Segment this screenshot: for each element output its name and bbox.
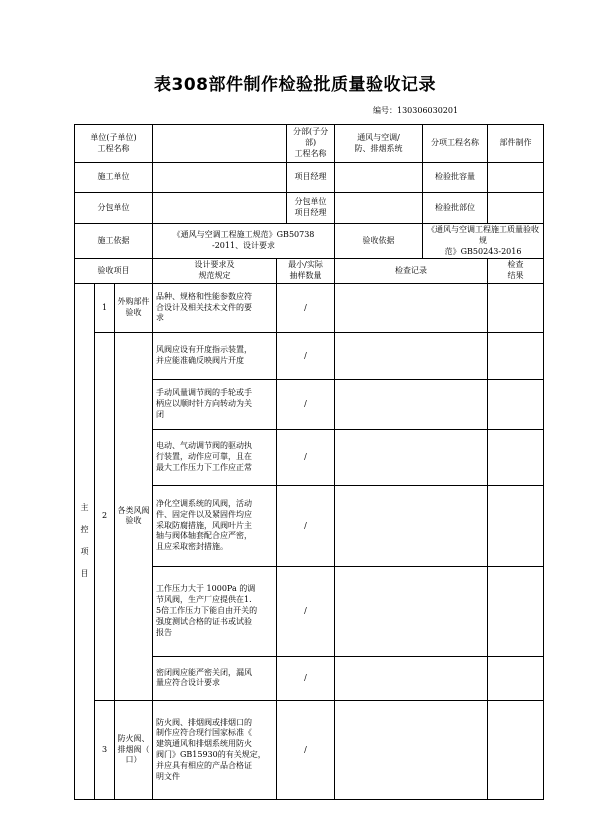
- subitem-name-value: 部件制作: [488, 125, 544, 163]
- check-record[interactable]: [335, 656, 488, 700]
- sample-count: /: [277, 283, 335, 332]
- sample-count: /: [277, 656, 335, 700]
- division-name-label: 分部(子分部) 工程名称: [287, 125, 335, 163]
- check-result[interactable]: [488, 332, 544, 379]
- header-row-2: [75, 163, 544, 193]
- table-row: [75, 700, 544, 799]
- group-name: 各类风阀 验收: [115, 332, 153, 700]
- batch-capacity-label: 检验批容量: [423, 163, 488, 193]
- col-sample-header: 最小/实际 抽样数量: [277, 259, 335, 284]
- col-requirement-header: 设计要求及 规范规定: [153, 259, 277, 284]
- check-record[interactable]: [335, 566, 488, 656]
- construction-unit-value[interactable]: [153, 163, 287, 193]
- sample-count: /: [277, 379, 335, 429]
- check-result[interactable]: [488, 700, 544, 799]
- sample-count: /: [277, 485, 335, 566]
- requirement-text: 密闭阀应能严密关闭，漏风 量应符合设计要求: [153, 656, 277, 700]
- table-row: [75, 283, 544, 332]
- batch-location-label: 检验批部位: [423, 193, 488, 224]
- sample-count: /: [277, 429, 335, 485]
- check-record[interactable]: [335, 283, 488, 332]
- requirement-text: 品种、规格和性能参数应符 合设计及相关技术文件的要 求: [153, 283, 277, 332]
- sub-pm-label: 分包单位 项目经理: [287, 193, 335, 224]
- sub-unit-label: 分包单位: [75, 193, 153, 224]
- check-result[interactable]: [488, 283, 544, 332]
- batch-capacity-value[interactable]: [488, 163, 544, 193]
- group-name: 防火阀、 排烟阀（ 口）: [115, 700, 153, 799]
- check-record[interactable]: [335, 700, 488, 799]
- subitem-name-label: 分项工程名称: [423, 125, 488, 163]
- group-number: 2: [95, 332, 115, 700]
- check-result[interactable]: [488, 656, 544, 700]
- unit-name-value[interactable]: [153, 125, 287, 163]
- sample-count: /: [277, 700, 335, 799]
- col-result-header: 检查 结果: [488, 259, 544, 284]
- check-record[interactable]: [335, 485, 488, 566]
- acceptance-basis-label: 验收依据: [335, 224, 423, 259]
- sample-count: /: [277, 332, 335, 379]
- project-manager-value[interactable]: [335, 163, 423, 193]
- header-row-3: [75, 193, 544, 224]
- unit-name-label: 单位(子单位) 工程名称: [75, 125, 153, 163]
- check-result[interactable]: [488, 429, 544, 485]
- construction-unit-label: 施工单位: [75, 163, 153, 193]
- document-number: 编号：130306030201: [373, 106, 459, 115]
- group-number: 1: [95, 283, 115, 332]
- col-record-header: 检查记录: [335, 259, 488, 284]
- sub-unit-value[interactable]: [153, 193, 287, 224]
- sub-pm-value[interactable]: [335, 193, 423, 224]
- sample-count: /: [277, 566, 335, 656]
- group-number: 3: [95, 700, 115, 799]
- requirement-text: 电动、气动调节阀的驱动执 行装置，动作应可靠，且在 最大工作压力下工作应正常: [153, 429, 277, 485]
- requirement-text: 防火阀、排烟阀或排烟口的 制作应符合现行国家标准《 建筑通风和排烟系统用防火 阀门》GB15930的有关规定， 并应具有相应的产品合格证 明文件: [153, 700, 277, 799]
- check-result[interactable]: [488, 566, 544, 656]
- construction-basis-value: 《通风与空调工程施工规范》GB50738 -2011、设计要求: [153, 224, 335, 259]
- main-control-category: 主 控 项 目: [75, 283, 95, 799]
- batch-location-value[interactable]: [488, 193, 544, 224]
- construction-basis-label: 施工依据: [75, 224, 153, 259]
- requirement-text: 工作压力大于 1000Pa 的调 节风阀，生产厂应提供在1. 5倍工作压力下能自由开关的 强度测试合格的证书或试验 报告: [153, 566, 277, 656]
- column-header-row: [75, 259, 544, 284]
- header-row-1: [75, 125, 544, 163]
- col-item-header: 验收项目: [75, 259, 153, 284]
- check-record[interactable]: [335, 379, 488, 429]
- check-record[interactable]: [335, 429, 488, 485]
- division-name-value: 通风与空调/ 防、排烟系统: [335, 125, 423, 163]
- requirement-text: 风阀应设有开度指示装置， 并应能准确反映阀片开度: [153, 332, 277, 379]
- project-manager-label: 项目经理: [287, 163, 335, 193]
- requirement-text: 手动风量调节阀的手轮或手 柄应以顺时针方向转动为关 闭: [153, 379, 277, 429]
- table-row: [75, 332, 544, 379]
- inspection-record-table: [74, 124, 544, 800]
- check-result[interactable]: [488, 485, 544, 566]
- group-name: 外购部件 验收: [115, 283, 153, 332]
- check-result[interactable]: [488, 379, 544, 429]
- requirement-text: 净化空调系统的风阀，活动 件、固定件以及紧固件均应 采取防腐措施，风阀叶片主 轴与阀体轴套配合应严密， 且应采取密封措施。: [153, 485, 277, 566]
- check-record[interactable]: [335, 332, 488, 379]
- page-title: 表308部件制作检验批质量验收记录: [154, 75, 436, 95]
- header-row-4: [75, 224, 544, 259]
- acceptance-basis-value: 《通风与空调工程施工质量验收规 范》GB50243-2016: [423, 224, 544, 259]
